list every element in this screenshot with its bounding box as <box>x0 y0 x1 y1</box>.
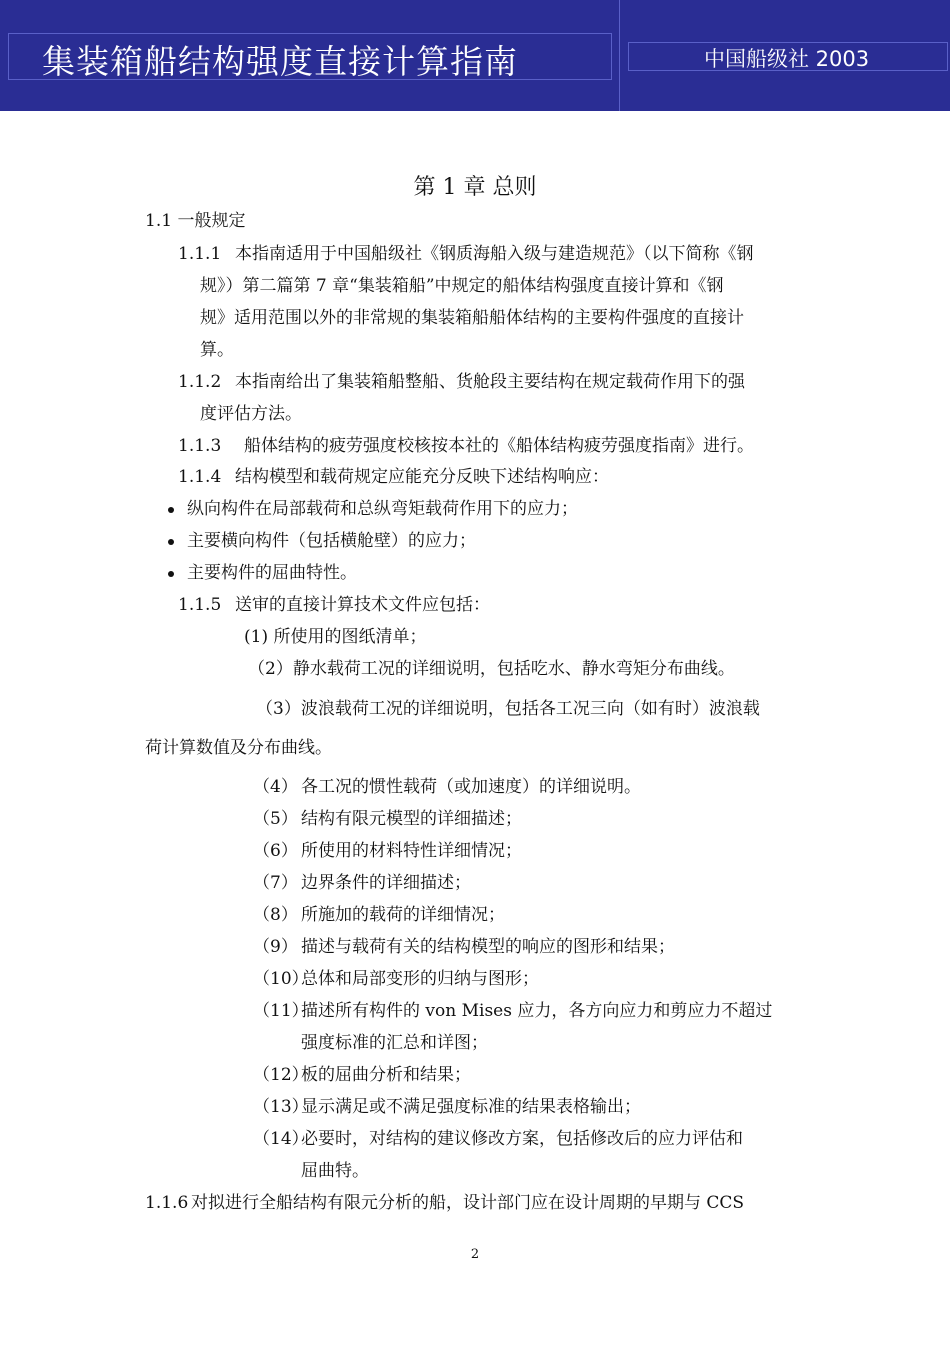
section-heading: 1.1 一般规定 <box>145 211 246 231</box>
list-item: 描述与载荷有关的结构模型的响应的图形和结果； <box>301 937 675 957</box>
list-item: （2）静水载荷工况的详细说明，包括吃水、静水弯矩分布曲线。 <box>248 659 735 679</box>
clause-number: 1.1.5 <box>178 595 222 615</box>
list-item-continuation: 荷计算数值及分布曲线。 <box>145 738 332 758</box>
list-item-number: （5） <box>253 809 298 829</box>
page-number: 2 <box>470 1247 480 1262</box>
paragraph-line: 规》适用范围以外的非常规的集装箱船船体结构的主要构件强度的直接计 <box>200 308 744 328</box>
list-item-number: （10） <box>253 969 309 989</box>
bullet-dot <box>168 539 174 545</box>
list-item: 所使用的材料特性详细情况； <box>301 841 522 861</box>
list-item-number: （8） <box>253 905 298 925</box>
document-title: 集装箱船结构强度直接计算指南 <box>42 42 518 81</box>
list-item: 必要时，对结构的建议修改方案，包括修改后的应力评估和 <box>301 1129 743 1149</box>
paragraph-line: 送审的直接计算技术文件应包括： <box>235 595 490 615</box>
bullet-item: 纵向构件在局部载荷和总纵弯矩载荷作用下的应力； <box>187 499 578 519</box>
list-item: (1) 所使用的图纸清单； <box>244 627 427 647</box>
list-item-continuation: 屈曲特。 <box>301 1161 369 1181</box>
paragraph-line: 规》）第二篇第 7 章“集装箱船”中规定的船体结构强度直接计算和《钢 <box>200 276 724 296</box>
bullet-item: 主要横向构件（包括横舱壁）的应力； <box>187 531 476 551</box>
paragraph-line: 结构模型和载荷规定应能充分反映下述结构响应： <box>235 467 609 487</box>
list-item: 边界条件的详细描述； <box>301 873 471 893</box>
organization-label: 中国船级社 2003 <box>704 47 870 71</box>
list-item: 总体和局部变形的归纳与图形； <box>301 969 539 989</box>
paragraph-line: 度评估方法。 <box>200 404 302 424</box>
list-item: 描述所有构件的 von Mises 应力，各方向应力和剪应力不超过 <box>301 1001 773 1021</box>
header-banner <box>0 0 950 111</box>
list-item: （3）波浪载荷工况的详细说明，包括各工况三向（如有时）波浪载 <box>256 699 760 719</box>
paragraph-line: 本指南适用于中国船级社《钢质海船入级与建造规范》（以下简称《钢 <box>235 244 754 264</box>
paragraph-line: 本指南给出了集装箱船整船、货舱段主要结构在规定载荷作用下的强 <box>235 372 745 392</box>
list-item: 所施加的载荷的详细情况； <box>301 905 505 925</box>
list-item: 各工况的惯性载荷（或加速度）的详细说明。 <box>301 777 641 797</box>
list-item-number: （6） <box>253 841 298 861</box>
list-item: 结构有限元模型的详细描述； <box>301 809 522 829</box>
list-item-number: （11） <box>253 1001 309 1021</box>
bullet-dot <box>168 571 174 577</box>
clause-number: 1.1.3 <box>178 436 222 456</box>
list-item-number: （13） <box>253 1097 309 1117</box>
banner-divider <box>619 0 620 111</box>
paragraph-line: 船体结构的疲劳强度校核按本社的《船体结构疲劳强度指南》进行。 <box>244 436 754 456</box>
list-item: 显示满足或不满足强度标准的结果表格输出； <box>301 1097 641 1117</box>
bullet-dot <box>168 507 174 513</box>
clause-number: 1.1.6 <box>145 1193 189 1213</box>
paragraph-line: 算。 <box>200 340 234 360</box>
bullet-item: 主要构件的屈曲特性。 <box>187 563 357 583</box>
clause-number: 1.1.4 <box>178 467 222 487</box>
list-item-continuation: 强度标准的汇总和详图； <box>301 1033 488 1053</box>
list-item-number: （14） <box>253 1129 309 1149</box>
list-item-number: （12） <box>253 1065 309 1085</box>
paragraph-line: 对拟进行全船结构有限元分析的船，设计部门应在设计周期的早期与 CCS <box>191 1193 745 1213</box>
list-item: 板的屈曲分析和结果； <box>301 1065 471 1085</box>
clause-number: 1.1.1 <box>178 244 222 264</box>
chapter-title: 第 1 章 总则 <box>413 175 537 200</box>
list-item-number: （9） <box>253 937 298 957</box>
list-item-number: （4） <box>253 777 298 797</box>
list-item-number: （7） <box>253 873 298 893</box>
clause-number: 1.1.2 <box>178 372 222 392</box>
